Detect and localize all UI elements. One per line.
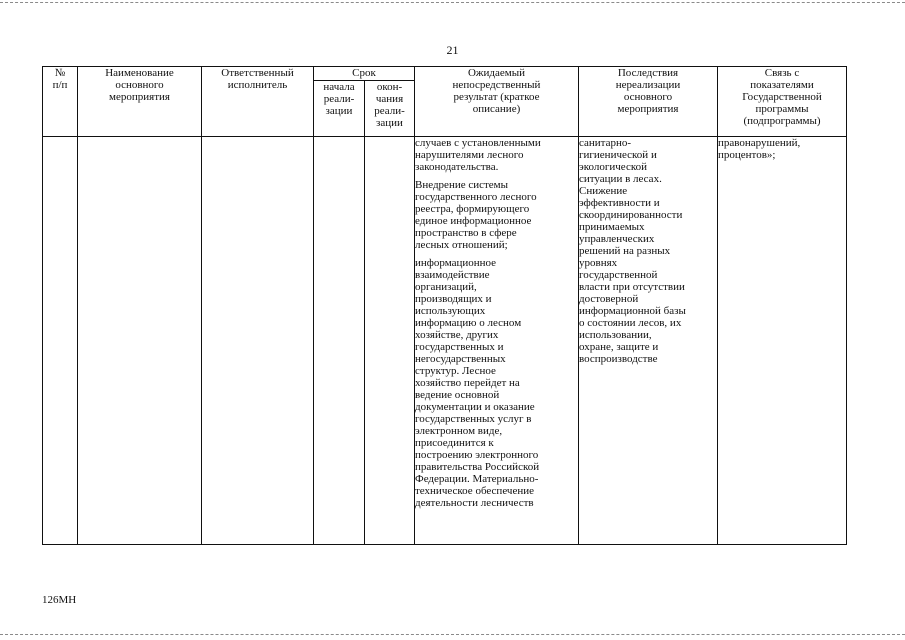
expected-paragraph-1: случаев с установленными нарушителями лесного законодательства.: [415, 137, 541, 173]
page-number: 21: [446, 43, 459, 57]
bottom-scan-edge: [0, 634, 905, 635]
header-term: Срок: [314, 67, 415, 81]
document-code: 126МН: [42, 594, 77, 606]
header-expected-result: Ожидаемый непосредственный результат (краткое описание): [415, 67, 579, 137]
top-scan-edge: [0, 2, 905, 3]
header-consequences: Последствия нереализации основного мероприятия: [579, 67, 718, 137]
header-num: № п/п: [43, 67, 78, 137]
cell-name: [78, 137, 202, 545]
header-term-end: окон- чания реали- зации: [365, 81, 415, 137]
header-name: Наименование основного мероприятия: [78, 67, 202, 137]
cell-term-start: [314, 137, 365, 545]
expected-paragraph-3: информационное взаимодействие организаций, производящих и использующих информацию о лесном хозяйстве, других государственных и негосударственных структур. Лесное хозяйство перейдет на ведение основной документации и оказание государственных услуг в электронном виде, присоединится к построению электронного правительства Российской Федерации. Материально- техническое обеспечение деятельности лесничеств: [415, 257, 540, 509]
cell-relation: правонарушений, процентов»;: [718, 137, 847, 545]
cell-executor: [202, 137, 314, 545]
header-relation: Связь с показателями Государственной программы (подпрограммы): [718, 67, 847, 137]
cell-num: [43, 137, 78, 545]
expected-paragraph-2: Внедрение системы государственного лесного реестра, формирующего единое информационное пространство в сфере лесных отношений;: [415, 179, 537, 251]
cell-expected-result: [415, 137, 579, 545]
measures-table: [42, 66, 847, 545]
header-executor: Ответственный исполнитель: [202, 67, 314, 137]
cell-term-end: [365, 137, 415, 545]
cell-consequences: санитарно- гигиенической и экологической ситуации в лесах. Снижение эффективности и скоординированности принимаемых управленческих решений на разных уровнях государственной власти при отсутствии достоверной информационной базы о состоянии лесов, их использовании, охране, защите и воспроизводстве: [579, 137, 718, 545]
header-term-start: начала реали- зации: [314, 81, 365, 137]
